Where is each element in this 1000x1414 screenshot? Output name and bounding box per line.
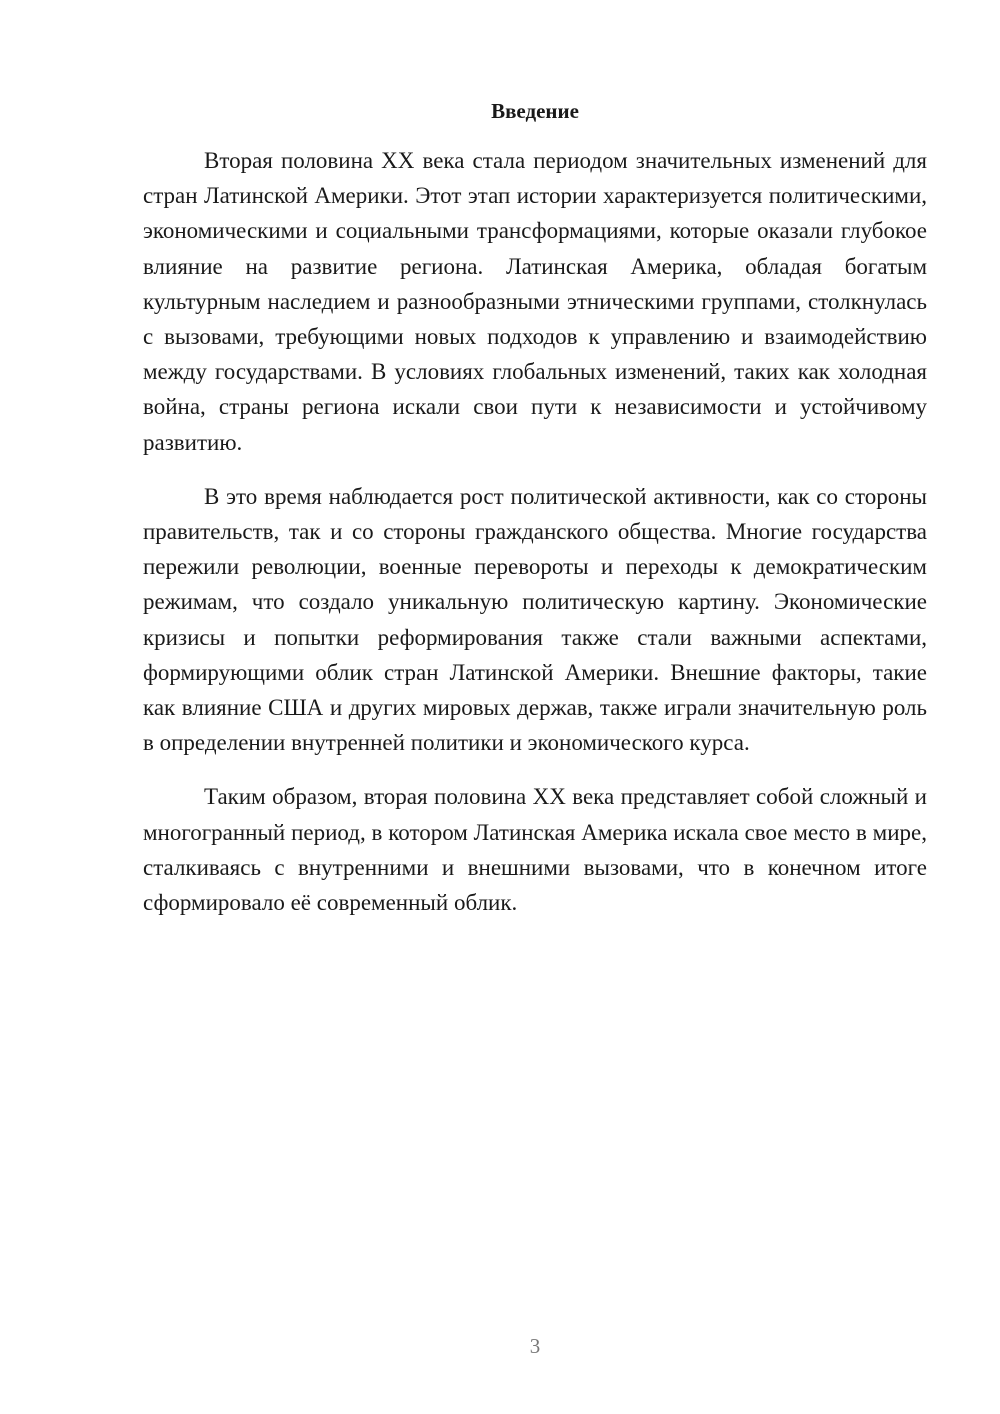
body-text xyxy=(143,143,927,939)
paragraph-3: Таким образом, вторая половина XX века представляет собой сложный и многогранный период, в котором Латинская Америка искала свое место в мире, сталкиваясь с внутренними и внешними вызовами, что в конечном итоге сформировало её современный облик. xyxy=(143,784,927,916)
page-title: Введение xyxy=(491,99,579,123)
paragraph-2: В это время наблюдается рост политической активности, как со стороны правительств, так и со стороны гражданского общества. Многие государства пережили революции, военные перевороты и переходы к демократическим режимам, что создало уникальную политическую картину. Экономические кризисы и попытки реформирования также стали важными аспектами, формирующими облик стран Латинской Америки. Внешние факторы, такие как влияние США и других мировых держав, также играли значительную роль в определении внутренней политики и экономического курса. xyxy=(143,483,927,756)
page-number: 3 xyxy=(529,1334,541,1358)
paragraph-1: Вторая половина XX века стала периодом значительных изменений для стран Латинской Америки. Этот этап истории характеризуется политическими, экономическими и социальными трансформациями, которые оказали глубокое влияние на развитие региона. Латинская Америка, обладая богатым культурным наследием и разнообразными этническими группами, столкнулась с вызовами, требующими новых подходов к управлению и взаимодействию между государствами. В условиях глобальных изменений, таких как холодная война, страны региона искали свои пути к независимости и устойчивому развитию. xyxy=(143,148,927,455)
